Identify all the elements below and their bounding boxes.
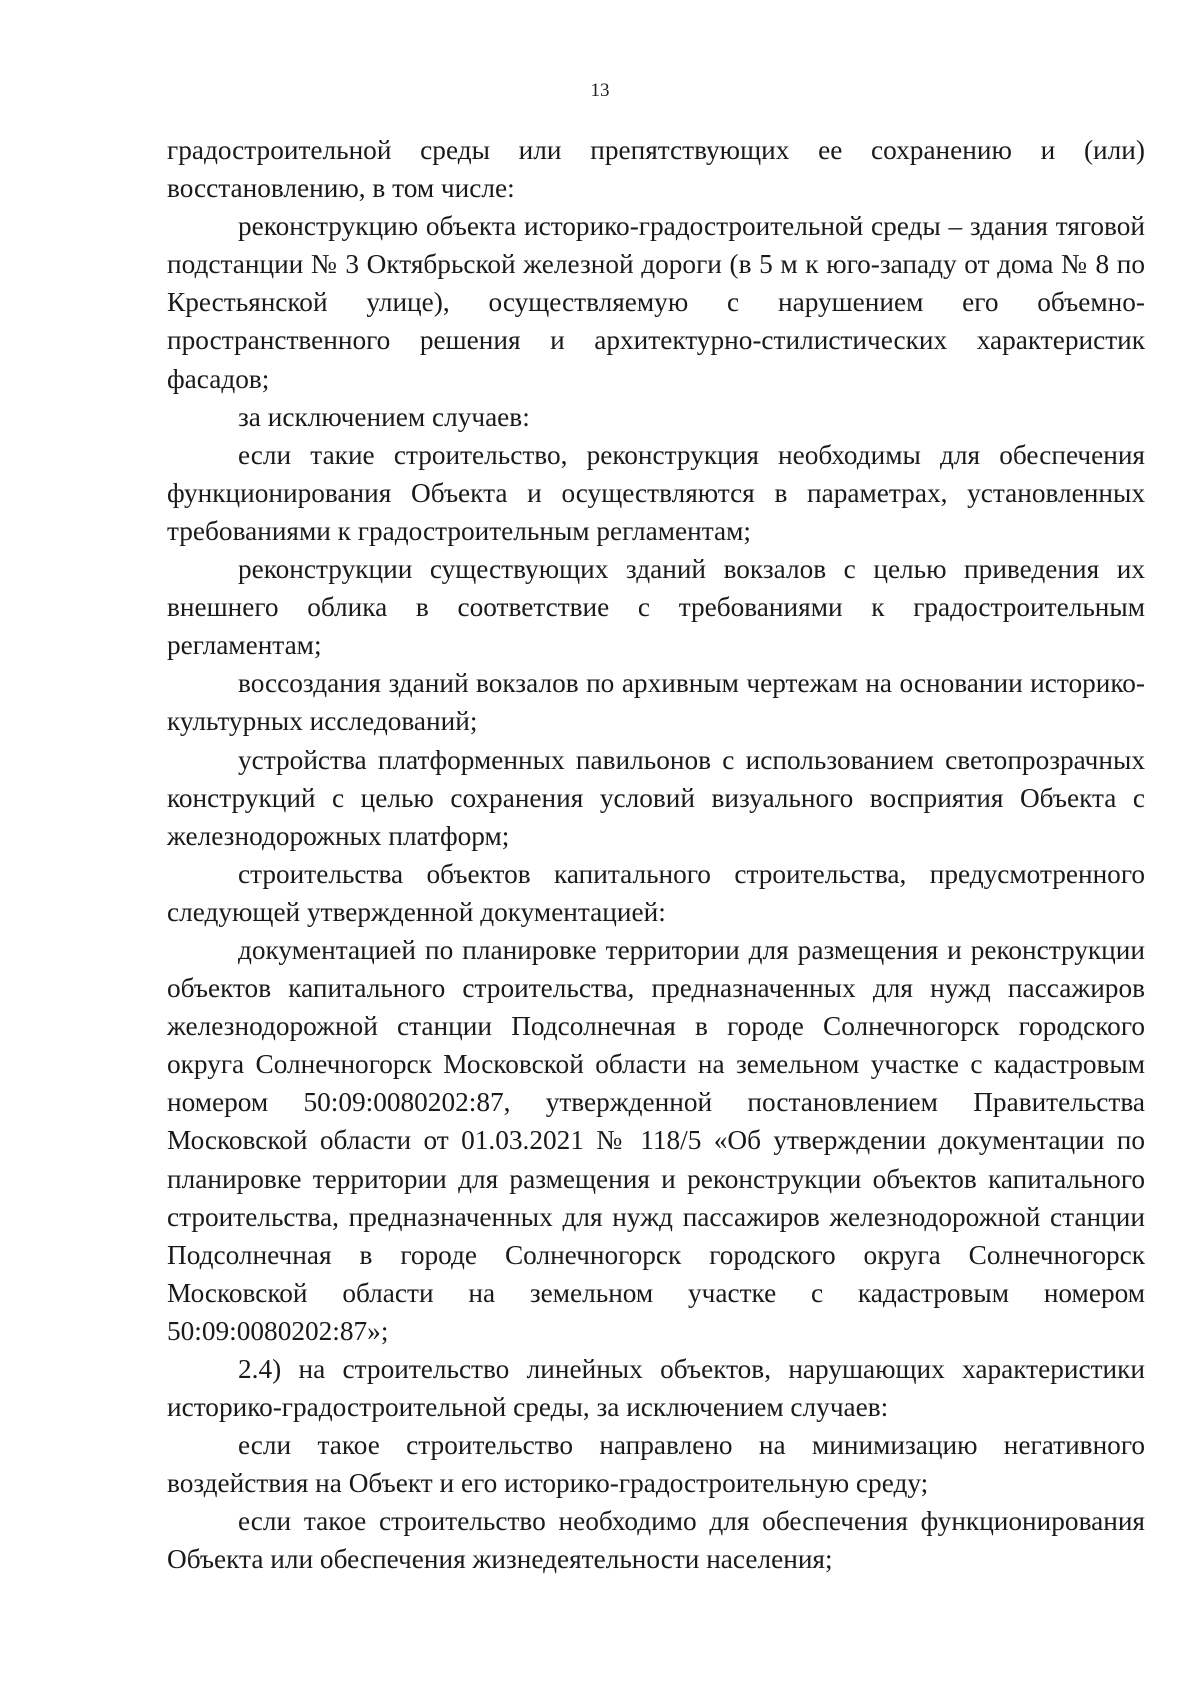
paragraph-exception-necessity: если такое строительство необходимо для обеспечения функционирования Объекта или обеспечения жизнедеятельности населения; — [167, 1506, 1145, 1575]
paragraph-reconstruction-substation: реконструкцию объекта историко-градостроительной среды – здания тяговой подстанции № 3 Октябрьской железной дороги (в 5 м к юго-западу от дома № 8 по Крестьянской улице), осуществляемую с нарушением его объемно-пространственного решения и архитектурно-стилистических характеристик фасадов; — [167, 211, 1145, 394]
paragraph-exception-pavilions: устройства платформенных павильонов с использованием светопрозрачных конструкций с целью сохранения условий визуального восприятия Объекта с железнодорожных платформ; — [167, 744, 1145, 851]
paragraph-item-2-4: 2.4) на строительство линейных объектов, нарушающих характеристики историко-градостроительной среды, за исключением случаев: — [167, 1354, 1145, 1423]
paragraph-continuation: градостроительной среды или препятствующих ее сохранению и (или) восстановлению, в том числе: — [167, 135, 1145, 204]
paragraph-exception-stations-recreation: воссоздания зданий вокзалов по архивным чертежам на основании историко-культурных исследований; — [167, 668, 1145, 737]
paragraph-planning-documentation: документацией по планировке территории для размещения и реконструкции объектов капитального строительства, предназначенных для нужд пассажиров железнодорожной станции Подсолнечная в городе Солнечногорск городского округа Солнечногорск Московской области на земельном участке с кадастровым номером 50:09:0080202:87, утвержденной постановлением Правительства Московской области от 01.03.2021 № 118/5 «Об утверждении документации по планировке территории для размещения и реконструкции объектов капитального строительства, предназначенных для нужд пассажиров железнодорожной станции Подсолнечная в городе Солнечногорск городского округа Солнечногорск Московской области на земельном участке с кадастровым номером 50:09:0080202:87»; — [167, 934, 1145, 1346]
paragraph-exception-minimization: если такое строительство направлено на минимизацию негативного воздействия на Объект и его историко-градостроительную среду; — [167, 1430, 1145, 1499]
paragraph-exceptions-intro: за исключением случаев: — [238, 401, 530, 432]
document-body — [167, 131, 1145, 1579]
paragraph-exception-functioning: если такие строительство, реконструкция необходимы для обеспечения функционирования Объекта и осуществляются в параметрах, установленных требованиями к градостроительным регламентам; — [167, 439, 1145, 546]
paragraph-exception-capital-construction: строительства объектов капитального строительства, предусмотренного следующей утвержденной документацией: — [167, 858, 1145, 927]
paragraph-exception-stations-reconstruction: реконструкции существующих зданий вокзалов с целью приведения их внешнего облика в соответствие с требованиями к градостроительным регламентам; — [167, 554, 1145, 661]
page-number: 13 — [590, 80, 610, 101]
